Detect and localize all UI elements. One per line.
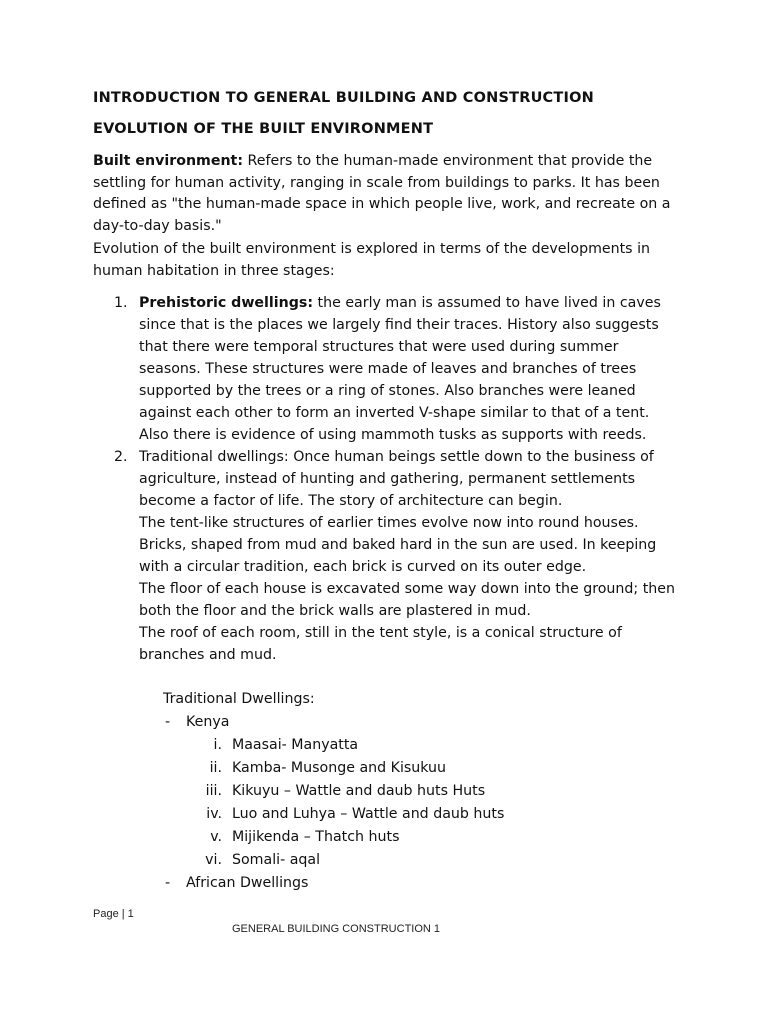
evolution-paragraph: Evolution of the built environment is explored in terms of the developments in human habitation in three stages: (93, 241, 651, 279)
dwelling-name: Kamba- Musonge and Kisukuu (232, 760, 447, 776)
list-number: 1. (114, 295, 128, 311)
built-environment-paragraph (93, 151, 683, 237)
dwelling-name: Maasai- Manyatta (232, 737, 359, 753)
list-item (0, 849, 768, 872)
list-item-traditional (0, 446, 679, 666)
page-number: Page | 1 (93, 908, 134, 920)
built-environment-definition: Refers to the human-made environment that provide the settling for human activity, ranging in scale from buildings to parks. It has been defined as "the human-made space in which people live, work, and recreate on a day-to-day basis." (93, 153, 671, 234)
prehistoric-description: the early man is assumed to have lived in caves since that is the places we largely find their traces. History also suggests that there were temporal structures that were used during summer seasons. These structures were made of leaves and branches of trees supported by the trees or a ring of stones. Also branches were leaned against each other to form an inverted V-shape similar to that of a tent. Also there is evidence of using mammoth tusks as supports with reeds. (139, 295, 661, 443)
traditional-line: The roof of each room, still in the tent style, is a conical structure of branches and mud. (139, 625, 622, 663)
kenya-label: Kenya (186, 714, 230, 730)
subsection-title: Traditional Dwellings: (163, 691, 315, 707)
list-item (0, 780, 768, 803)
dwelling-name: Kikuyu – Wattle and daub huts Huts (232, 783, 486, 799)
traditional-line: Traditional dwellings: Once human beings settle down to the business of agriculture, instead of hunting and gathering, permanent settlements become a factor of life. The story of architecture can begin. (139, 449, 654, 509)
roman-numeral: ii. (209, 760, 222, 776)
list-item (0, 826, 768, 849)
roman-numeral: vi. (205, 852, 222, 868)
dwelling-name: Somali- aqal (232, 852, 321, 868)
stages-list (0, 292, 768, 666)
document-heading: INTRODUCTION TO GENERAL BUILDING AND CONSTRUCTION (93, 90, 594, 106)
roman-numeral: iv. (206, 806, 222, 822)
roman-numeral: i. (213, 737, 222, 753)
section-heading: EVOLUTION OF THE BUILT ENVIRONMENT (93, 121, 434, 137)
traditional-line: The tent-like structures of earlier times evolve now into round houses. Bricks, shaped from mud and baked hard in the sun are used. In keeping with a circular tradition, each brick is curved on its outer edge. (139, 515, 657, 575)
dash-bullet: - (165, 875, 171, 891)
roman-numeral: v. (210, 829, 222, 845)
dwelling-name: Luo and Luhya – Wattle and daub huts (232, 806, 505, 822)
african-dwellings-label: African Dwellings (186, 875, 309, 891)
list-item (0, 803, 768, 826)
list-number: 2. (114, 449, 128, 465)
footer-title: GENERAL BUILDING CONSTRUCTION 1 (232, 923, 441, 935)
dash-bullet: - (165, 714, 171, 730)
term-prehistoric-dwellings: Prehistoric dwellings: (139, 295, 314, 311)
list-item-african (0, 872, 768, 895)
traditional-line: The floor of each house is excavated some way down into the ground; then both the floor and the brick walls are plastered in mud. (139, 581, 675, 619)
list-item (0, 734, 768, 757)
term-built-environment: Built environment: (93, 153, 244, 169)
dwelling-name: Mijikenda – Thatch huts (232, 829, 400, 845)
roman-numeral: iii. (205, 783, 222, 799)
list-item-kenya (0, 711, 768, 734)
list-item-prehistoric (0, 292, 679, 446)
list-item (0, 757, 768, 780)
